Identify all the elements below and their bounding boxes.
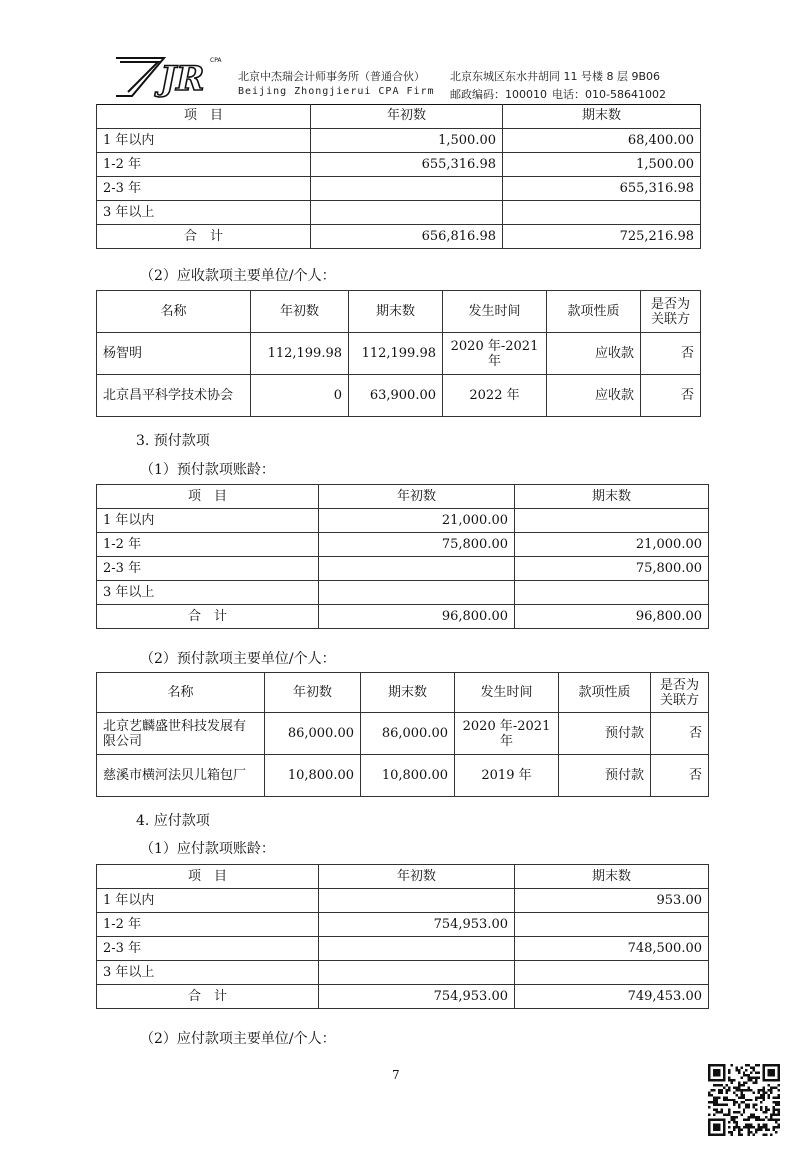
firm-logo — [112, 52, 224, 102]
cell: 北京艺麟盛世科技发展有限公司 — [97, 713, 265, 755]
cell — [319, 889, 515, 913]
table-row — [97, 152, 701, 176]
cell: 2-3 年 — [97, 937, 319, 961]
table-row — [97, 937, 709, 961]
cell: 75,800.00 — [515, 557, 709, 581]
cell: 合 计 — [97, 985, 319, 1009]
table-row — [97, 333, 701, 375]
cell — [515, 913, 709, 937]
cell: 预付款 — [559, 713, 651, 755]
cell — [319, 581, 515, 605]
cell: 否 — [641, 375, 701, 417]
cell: 2-3 年 — [97, 557, 319, 581]
cell: 2020 年-2021 年 — [443, 333, 547, 375]
firm-phone: 电话：010-58641002 — [552, 88, 666, 101]
table-header-row — [97, 865, 709, 889]
cell: 否 — [651, 713, 709, 755]
cell: 725,216.98 — [503, 224, 701, 248]
table-row — [97, 889, 709, 913]
table-total-row — [97, 985, 709, 1009]
header-related: 是否为关联方 — [641, 291, 701, 333]
table-row — [97, 557, 709, 581]
cell: 应收款 — [547, 333, 641, 375]
cell: 0 — [251, 375, 349, 417]
cell: 1-2 年 — [97, 533, 319, 557]
cell: 754,953.00 — [319, 985, 515, 1009]
table-row — [97, 581, 709, 605]
header-date: 发生时间 — [455, 673, 559, 713]
header-closing: 期末数 — [349, 291, 443, 333]
table-row — [97, 200, 701, 224]
cell: 112,199.98 — [349, 333, 443, 375]
cell: 1,500.00 — [311, 128, 503, 152]
cell — [319, 937, 515, 961]
section-payable-main: （2）应付款项主要单位/个人： — [140, 1031, 336, 1047]
cell — [319, 961, 515, 985]
table-row — [97, 961, 709, 985]
table-row — [97, 176, 701, 200]
cell: 63,900.00 — [349, 375, 443, 417]
svg-text:JR: JR — [160, 59, 205, 99]
header-item: 项 目 — [97, 865, 319, 889]
cell: 1-2 年 — [97, 152, 311, 176]
cell: 合 计 — [97, 224, 311, 248]
firm-name-cn: 北京中杰瑞会计师事务所（普通合伙） — [238, 70, 425, 83]
receivables-main-table — [96, 290, 701, 417]
table-header-row — [97, 291, 701, 333]
qr-code-icon — [708, 1064, 780, 1136]
table-row — [97, 375, 701, 417]
cell: 预付款 — [559, 755, 651, 797]
cell: 749,453.00 — [515, 985, 709, 1009]
table-total-row — [97, 605, 709, 629]
header-closing: 期末数 — [361, 673, 455, 713]
receivables-aging-table — [96, 104, 701, 249]
cell: 68,400.00 — [503, 128, 701, 152]
table-header-row — [97, 673, 709, 713]
cell: 2-3 年 — [97, 176, 311, 200]
firm-name-en: Beijing Zhongjierui CPA Firm — [238, 86, 435, 97]
cell: 否 — [651, 755, 709, 797]
cell — [515, 509, 709, 533]
cell: 1 年以内 — [97, 128, 311, 152]
header-name: 名称 — [97, 673, 265, 713]
cell: 杨智明 — [97, 333, 251, 375]
cell: 86,000.00 — [265, 713, 361, 755]
cell: 96,800.00 — [319, 605, 515, 629]
cell: 10,800.00 — [361, 755, 455, 797]
header-nature: 款项性质 — [559, 673, 651, 713]
section-prepay-main: （2）预付款项主要单位/个人： — [140, 651, 336, 667]
header-opening: 年初数 — [251, 291, 349, 333]
header-related: 是否为关联方 — [651, 673, 709, 713]
table-row — [97, 913, 709, 937]
header-closing: 期末数 — [503, 104, 701, 128]
header-name: 名称 — [97, 291, 251, 333]
cell: 655,316.98 — [503, 176, 701, 200]
cell: 1 年以内 — [97, 509, 319, 533]
cell: 否 — [641, 333, 701, 375]
cell — [311, 200, 503, 224]
cell: 合 计 — [97, 605, 319, 629]
firm-address: 北京东城区东水井胡同 11 号楼 8 层 9B06 — [450, 70, 661, 83]
cell: 953.00 — [515, 889, 709, 913]
cell: 1 年以内 — [97, 889, 319, 913]
cell: 北京昌平科学技术协会 — [97, 375, 251, 417]
cell: 656,816.98 — [311, 224, 503, 248]
cell — [503, 200, 701, 224]
prepay-main-table — [96, 672, 709, 797]
cell: 21,000.00 — [319, 509, 515, 533]
table-row — [97, 755, 709, 797]
svg-text:CPA: CPA — [210, 57, 222, 64]
section-ar-main: （2）应收款项主要单位/个人： — [140, 268, 336, 284]
cell — [515, 581, 709, 605]
cell: 慈溪市横河法贝儿箱包厂 — [97, 755, 265, 797]
cell: 应收款 — [547, 375, 641, 417]
header-opening: 年初数 — [311, 104, 503, 128]
cell: 10,800.00 — [265, 755, 361, 797]
cell: 2022 年 — [443, 375, 547, 417]
table-row — [97, 509, 709, 533]
header-opening: 年初数 — [319, 485, 515, 509]
table-row — [97, 713, 709, 755]
header-closing: 期末数 — [515, 485, 709, 509]
section-payable: 4. 应付款项 — [136, 813, 210, 829]
table-total-row — [97, 224, 701, 248]
header-nature: 款项性质 — [547, 291, 641, 333]
header-date: 发生时间 — [443, 291, 547, 333]
section-prepay: 3. 预付款项 — [136, 433, 210, 449]
page-number: 7 — [392, 1068, 400, 1082]
cell: 21,000.00 — [515, 533, 709, 557]
table-header-row — [97, 485, 709, 509]
cell: 3 年以上 — [97, 581, 319, 605]
cell: 112,199.98 — [251, 333, 349, 375]
prepay-aging-table — [96, 484, 709, 629]
cell — [311, 176, 503, 200]
cell: 754,953.00 — [319, 913, 515, 937]
section-payable-aging: （1）应付款项账龄： — [140, 841, 275, 857]
table-header-row — [97, 104, 701, 128]
cell: 3 年以上 — [97, 961, 319, 985]
cell: 2020 年-2021 年 — [455, 713, 559, 755]
cell — [319, 557, 515, 581]
section-prepay-aging: （1）预付款项账龄： — [140, 462, 275, 478]
cell: 86,000.00 — [361, 713, 455, 755]
firm-postcode: 邮政编码：100010 — [450, 88, 547, 101]
cell: 96,800.00 — [515, 605, 709, 629]
table-row — [97, 533, 709, 557]
cell: 1-2 年 — [97, 913, 319, 937]
header-item: 项 目 — [97, 485, 319, 509]
cell: 655,316.98 — [311, 152, 503, 176]
cell: 75,800.00 — [319, 533, 515, 557]
cell: 748,500.00 — [515, 937, 709, 961]
header-opening: 年初数 — [319, 865, 515, 889]
header-opening: 年初数 — [265, 673, 361, 713]
payable-aging-table — [96, 864, 709, 1009]
table-row — [97, 128, 701, 152]
cell: 2019 年 — [455, 755, 559, 797]
cell — [515, 961, 709, 985]
cell: 3 年以上 — [97, 200, 311, 224]
header-closing: 期末数 — [515, 865, 709, 889]
cell: 1,500.00 — [503, 152, 701, 176]
header-item: 项 目 — [97, 104, 311, 128]
